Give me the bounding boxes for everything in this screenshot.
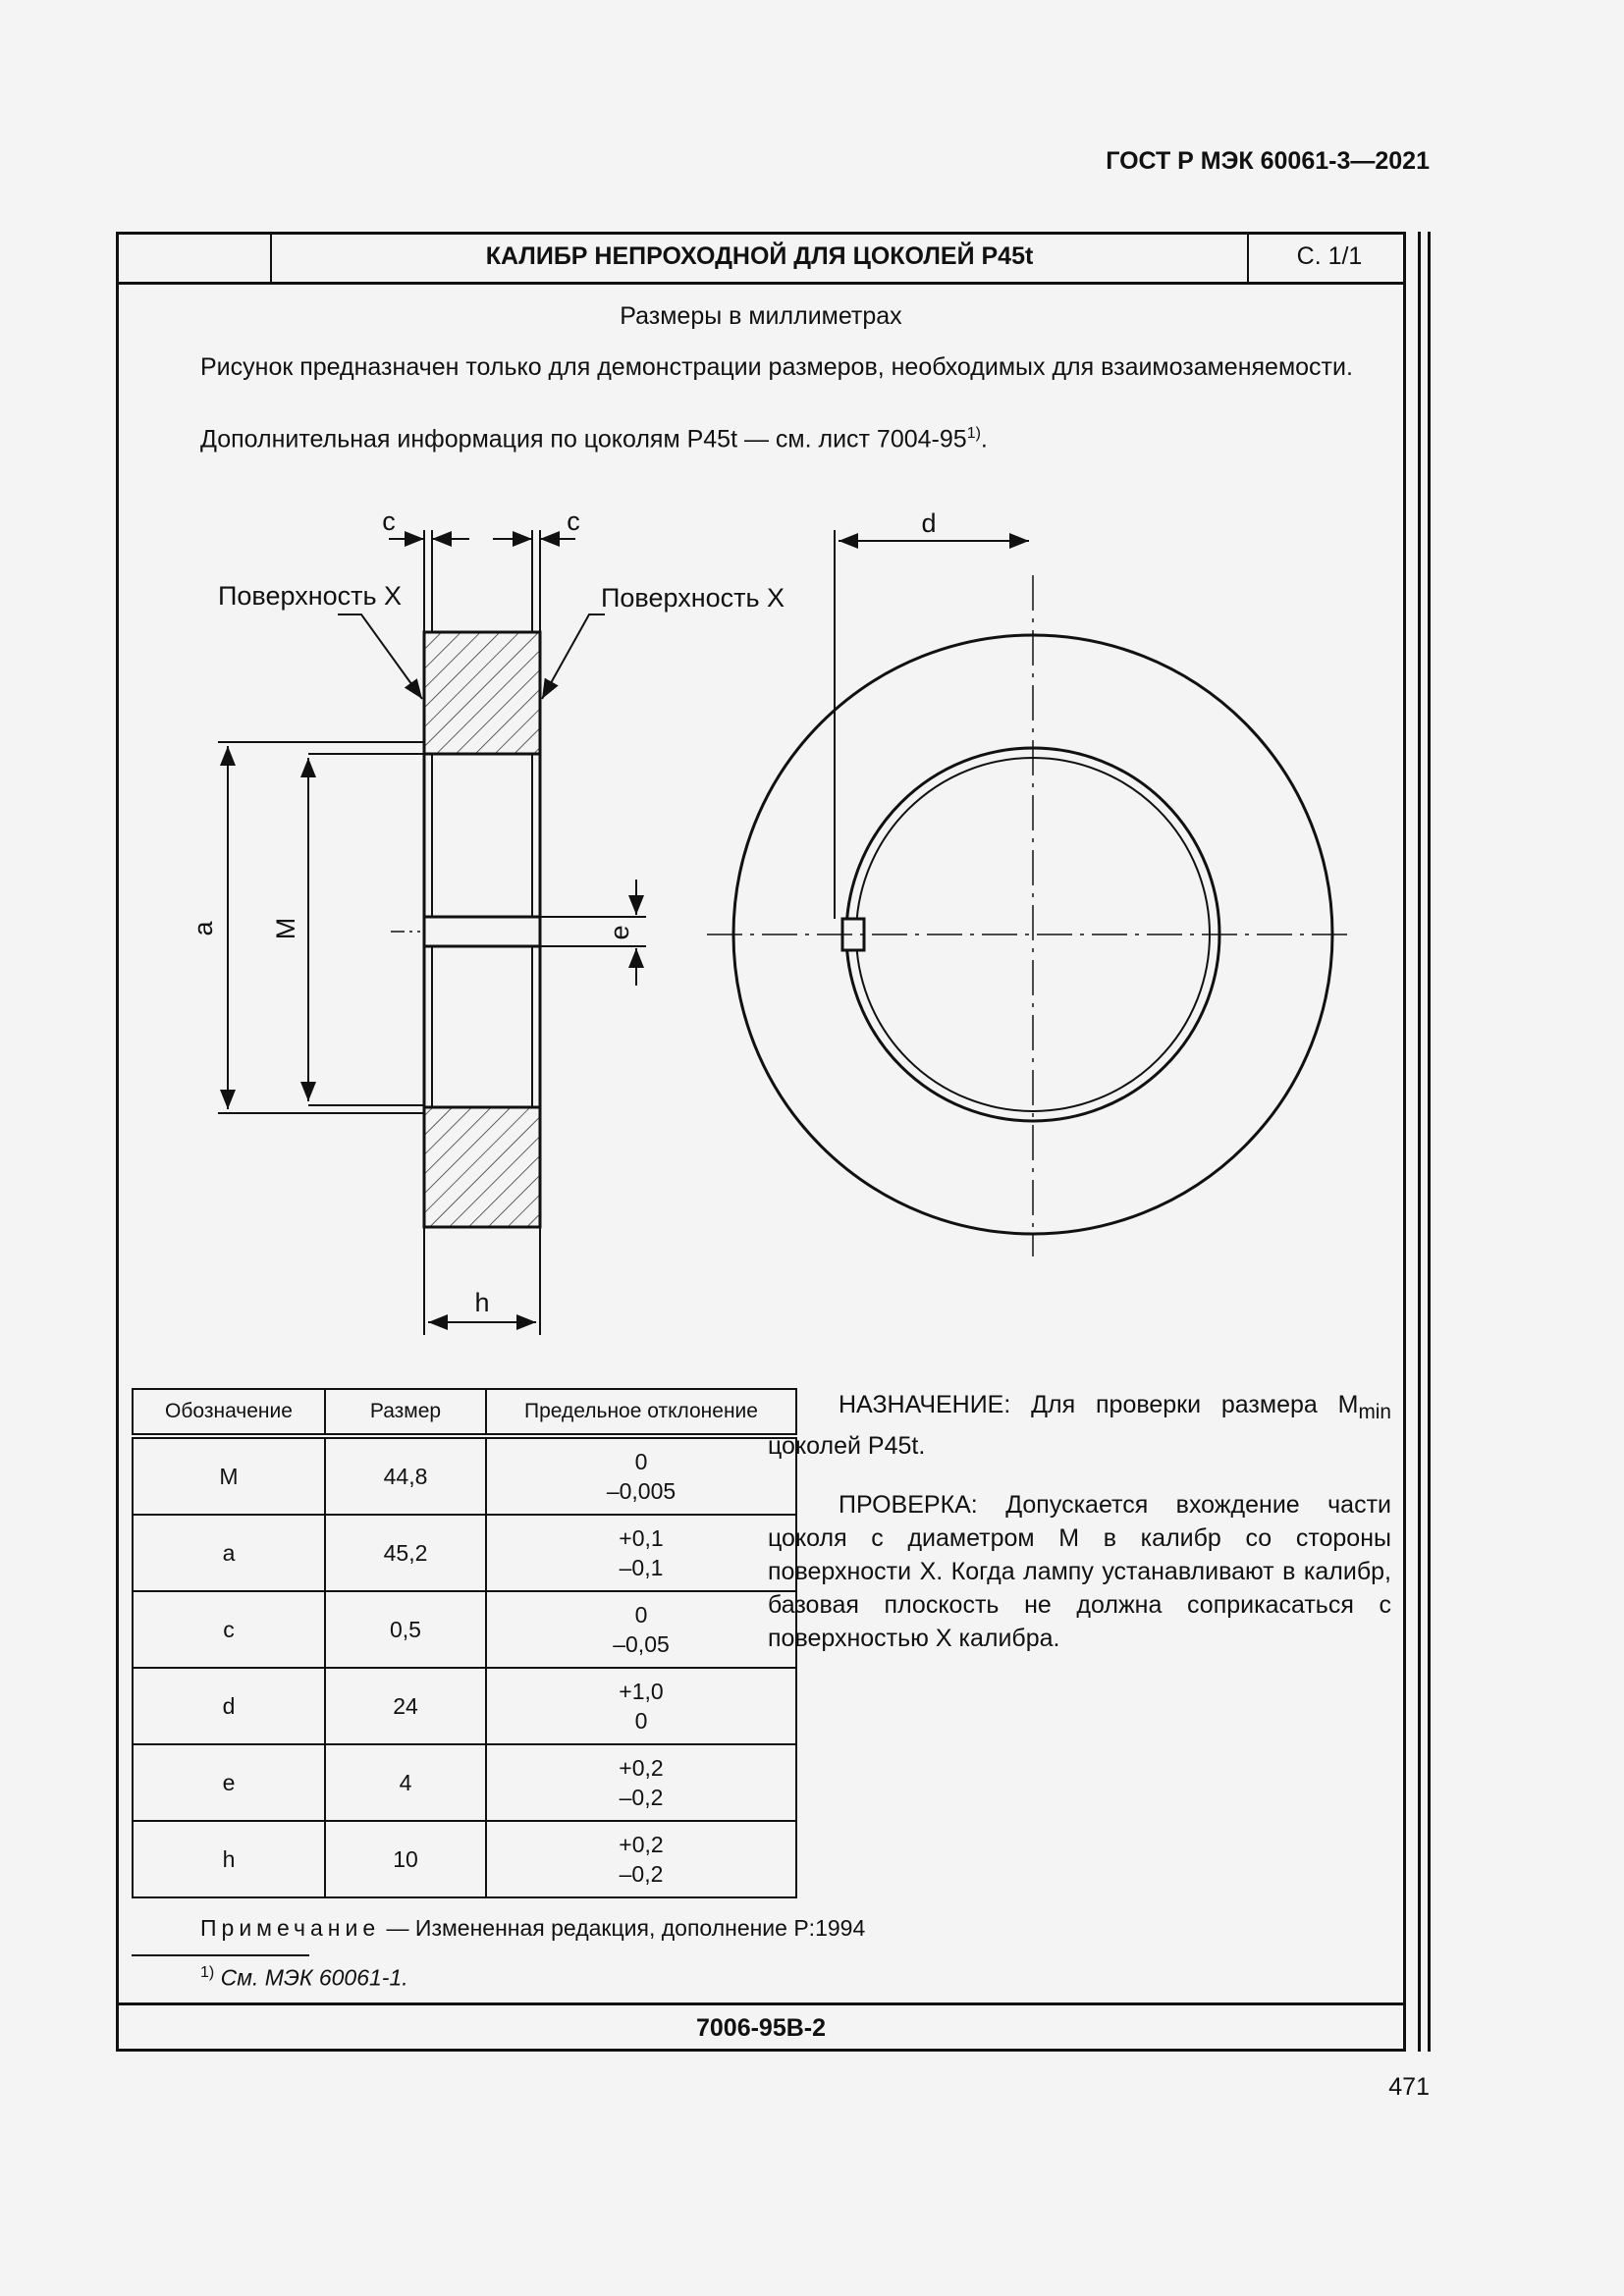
units-note: Размеры в миллиметрах bbox=[620, 302, 902, 330]
table-row bbox=[133, 1668, 796, 1744]
purpose-end: цоколей P45t. bbox=[768, 1432, 926, 1460]
note-text: — Измененная редакция, дополнение P:1994 bbox=[380, 1915, 866, 1941]
footnote-text: См. МЭК 60061-1. bbox=[220, 1964, 408, 1991]
dim-label-m: M bbox=[271, 917, 300, 940]
tol-lower: –0,005 bbox=[606, 1478, 677, 1504]
dimensions-table bbox=[132, 1388, 797, 1898]
frame-double-line bbox=[1418, 232, 1421, 2052]
header-size: Размер bbox=[325, 1389, 486, 1436]
frame-double-line bbox=[1428, 232, 1431, 2052]
dim-label-c-left: c bbox=[382, 507, 396, 536]
cell-size: 0,5 bbox=[325, 1591, 486, 1668]
cell-symbol: a bbox=[133, 1515, 325, 1591]
dim-label-a: a bbox=[189, 921, 218, 936]
table-header-row bbox=[133, 1389, 796, 1436]
front-view bbox=[707, 530, 1355, 1256]
slot-e bbox=[424, 917, 540, 946]
sheet-title: КАЛИБР НЕПРОХОДНОЙ ДЛЯ ЦОКОЛЕЙ P45t bbox=[272, 232, 1249, 282]
surface-x-left-label: Поверхность X bbox=[218, 581, 403, 611]
purpose-paragraph bbox=[768, 1388, 1391, 1463]
header-tolerance: Предельное отклонение bbox=[486, 1389, 796, 1436]
cell-size: 24 bbox=[325, 1668, 486, 1744]
tol-upper: +0,1 bbox=[619, 1525, 664, 1551]
header-symbol: Обозначение bbox=[133, 1389, 325, 1436]
standard-header: ГОСТ Р МЭК 60061-3—2021 bbox=[1106, 147, 1430, 175]
tol-upper: +1,0 bbox=[619, 1679, 664, 1704]
check-paragraph: ПРОВЕРКА: Допускается вхождение части цоколя с диаметром M в калибр со стороны поверхности X. Когда лампу устанавливают в калибр, базовая плоскость не должна соприкасаться с поверхностью X калибра. bbox=[768, 1491, 1391, 1652]
purpose-main: НАЗНАЧЕНИЕ: Для проверки размера M bbox=[839, 1391, 1359, 1418]
note bbox=[200, 1915, 865, 1942]
dim-label-e: e bbox=[605, 925, 634, 940]
intro-paragraph: Рисунок предназначен только для демонстрации размеров, необходимых для взаимозаменяемости. bbox=[200, 353, 1353, 381]
cell-symbol: h bbox=[133, 1821, 325, 1897]
cell-size: 44,8 bbox=[325, 1436, 486, 1515]
tol-lower: 0 bbox=[634, 1708, 648, 1734]
cell-tolerance bbox=[486, 1436, 796, 1515]
cell-size: 10 bbox=[325, 1821, 486, 1897]
cell-symbol: c bbox=[133, 1591, 325, 1668]
tol-lower: –0,2 bbox=[619, 1785, 664, 1810]
gauge-drawing bbox=[116, 491, 1406, 1355]
purpose-subscript: min bbox=[1358, 1401, 1391, 1423]
cell-tolerance bbox=[486, 1821, 796, 1897]
table-row bbox=[133, 1821, 796, 1897]
reference-text: Дополнительная информация по цоколям P45t — см. лист 7004-95 bbox=[200, 425, 967, 454]
cell-tolerance bbox=[486, 1668, 796, 1744]
tol-upper: +0,2 bbox=[619, 1755, 664, 1781]
footnote-mark: 1) bbox=[200, 1964, 215, 1981]
footnote bbox=[200, 1964, 408, 1992]
sheet-number: 7006-95B-2 bbox=[116, 2002, 1406, 2052]
table-row bbox=[133, 1591, 796, 1668]
sheet-page: С. 1/1 bbox=[1296, 242, 1363, 270]
table-row bbox=[133, 1744, 796, 1821]
cell-symbol: d bbox=[133, 1668, 325, 1744]
hatched-section-bottom bbox=[424, 1107, 540, 1227]
cell-symbol: M bbox=[133, 1436, 325, 1515]
dim-label-d: d bbox=[921, 508, 937, 538]
dim-label-h: h bbox=[474, 1288, 490, 1317]
tol-lower: –0,1 bbox=[619, 1555, 664, 1580]
tol-upper: +0,2 bbox=[619, 1832, 664, 1857]
reference-end: . bbox=[980, 425, 988, 454]
table-row bbox=[133, 1436, 796, 1515]
cell-size: 45,2 bbox=[325, 1515, 486, 1591]
cell-symbol: e bbox=[133, 1744, 325, 1821]
title-empty-cell bbox=[116, 232, 272, 282]
footnote-separator bbox=[132, 1954, 309, 1956]
page-number: 471 bbox=[1388, 2073, 1430, 2101]
purpose-text bbox=[768, 1388, 1391, 1681]
cell-tolerance bbox=[486, 1591, 796, 1668]
hatched-section-top bbox=[424, 632, 540, 754]
footnote-ref: 1) bbox=[966, 425, 981, 442]
cell-tolerance bbox=[486, 1515, 796, 1591]
tol-lower: –0,05 bbox=[613, 1631, 670, 1657]
note-label: Примечание bbox=[200, 1915, 381, 1941]
table-row bbox=[133, 1515, 796, 1591]
surface-x-right-label: Поверхность X bbox=[601, 583, 785, 613]
cell-size: 4 bbox=[325, 1744, 486, 1821]
tol-lower: –0,2 bbox=[619, 1861, 664, 1887]
cell-tolerance bbox=[486, 1744, 796, 1821]
tol-upper: 0 bbox=[634, 1602, 648, 1628]
intro-reference bbox=[200, 417, 1390, 455]
dim-label-c-right: c bbox=[567, 507, 580, 536]
tol-upper: 0 bbox=[634, 1449, 648, 1474]
title-block bbox=[116, 232, 1406, 285]
